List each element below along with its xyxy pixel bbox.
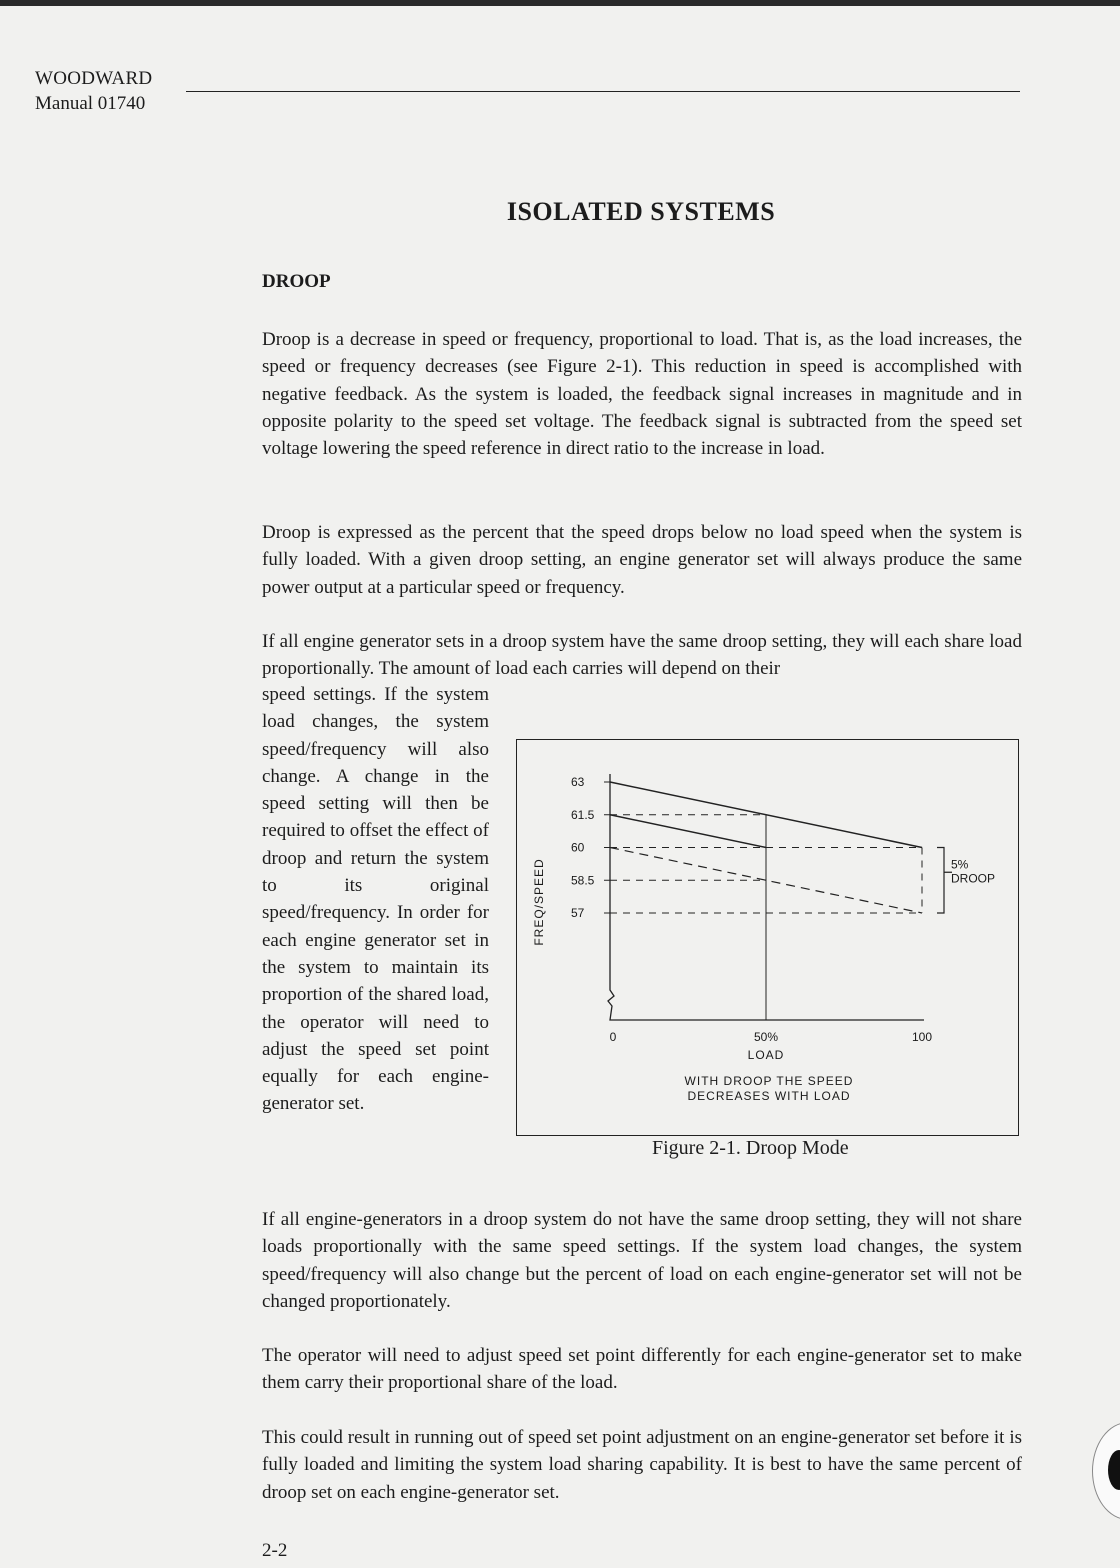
droop-chart [517,740,1020,1137]
page-title: ISOLATED SYSTEMS [506,197,776,226]
droop-bracket [937,848,952,914]
series-line-2 [610,815,766,848]
figure-note-line-2: DECREASES WITH LOAD [687,1089,851,1103]
figure-caption: Figure 2-1. Droop Mode [652,1137,849,1159]
figure-droop-mode [516,739,1019,1136]
x-tick-label: 100 [911,1030,933,1044]
y-axis-title: FREQ/SPEED [532,858,546,946]
header-company: WOODWARD [35,68,153,89]
droop-annotation-value: 5% [951,857,969,872]
paragraph-6: This could result in running out of speed set point adjustment on an engine-generator set before it is fully loaded and limiting the system load sharing capability. It is best to have the same percent of droop set on each engine-generator set. [262,1427,1022,1503]
paragraph-1: Droop is a decrease in speed or frequency, proportional to load. That is, as the load increases, the speed or frequency decreases (see Figure 2-1). This reduction in speed is accomplished with negative feedback. As the system is loaded, the feedback signal increases in magnitude and in opposite polarity to the speed set voltage. The feedback signal is subtracted from the speed set voltage lowering the speed reference in direct ratio to the increase in load. [262,329,1022,460]
x-tick-label: 50% [753,1030,779,1044]
paragraph-3-top: If all engine generator sets in a droop system have the same droop setting, they will each share load proportionally. The amount of load each carries will depend on their [262,631,1022,680]
section-heading: DROOP [262,271,331,292]
page-number: 2-2 [262,1540,288,1561]
x-axis-title: LOAD [747,1048,785,1062]
page-top-edge [0,0,1120,6]
y-tick-label: 60 [571,840,585,855]
paragraph-2: Droop is expressed as the percent that the speed drops below no load speed when the system is fully loaded. With a given droop setting, an engine generator set will always produce the same power output at a particular speed or frequency. [262,522,1022,598]
y-tick-label: 61.5 [571,807,595,822]
y-tick-label: 63 [571,775,585,789]
chart-layer [532,774,995,1062]
droop-annotation-label: DROOP [951,871,996,886]
y-tick-label: 58.5 [571,873,595,888]
paragraph-4: If all engine-generators in a droop system do not have the same droop setting, they will not share loads proportionally with the same speed settings. If the system load changes, the system speed/frequency will also change but the percent of load on each engine-generator set will not be changed proportionately. [262,1209,1022,1312]
y-tick-label: 57 [571,906,585,920]
header-manual-number: Manual 01740 [35,93,146,114]
figure-note-line-1: WITH DROOP THE SPEED [684,1074,854,1088]
paragraph-3-wrap: speed settings. If the system load changes, the system speed/frequency will also change. A change in the speed setting will then be required to offset the effect of droop and return the system to its original speed/frequency. In order for each engine generator set in the system to maintain its proportion of the shared load, the operator will need to adjust the speed set point equally for each engine-generator set. [262,684,489,1115]
x-tick-label: 0 [609,1030,617,1044]
header-rule [186,91,1020,92]
paragraph-5: The operator will need to adjust speed set point differently for each engine-generator set to make them carry their proportional share of the load. [262,1345,1022,1394]
